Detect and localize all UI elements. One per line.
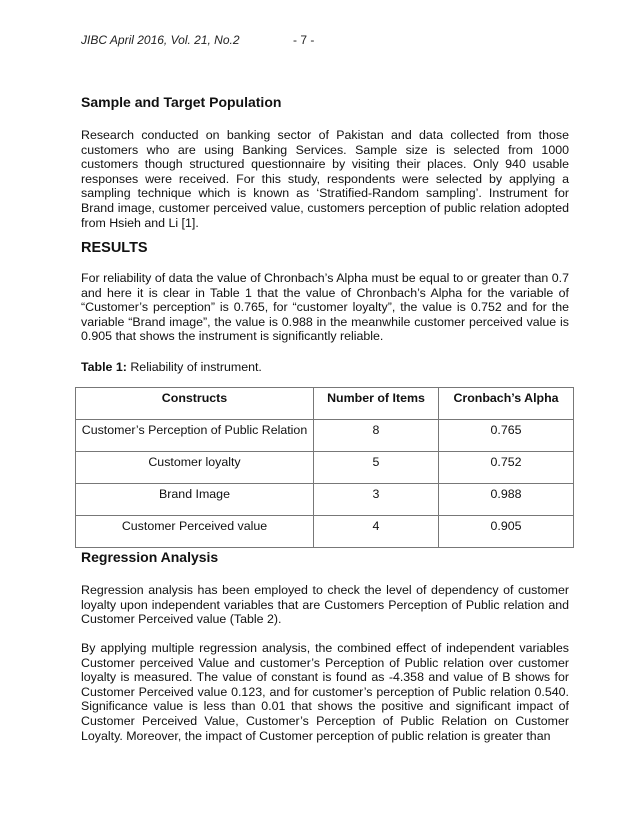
paragraph-regression-1: Regression analysis has been employed to check the level of dependency of customer loyalty upon independent variables that are Customers Perception of Public relation and Customer Perceived value (Table 2). — [81, 583, 569, 627]
table-cell: Customer’s Perception of Public Relation — [76, 420, 314, 452]
table-row — [76, 516, 574, 548]
paragraph-regression-2: By applying multiple regression analysis, the combined effect of independent variables Customer perceived Value and customer’s Perception of Public relation over customer loyalty is measured. The value of constant is found as -4.358 and value of B shows for Customer Perceived value 0.123, and for customer’s perception of Public relation 0.540. Significance value is less than 0.01 that shows the positive and significant impact of Customer Perceived Value, Customer’s Perception of Public Relation on Customer Loyalty. Moreover, the impact of Customer perception of public relation is greater than — [81, 641, 569, 743]
page-number: - 7 - — [293, 33, 315, 47]
table-header-row — [76, 388, 574, 420]
column-header: Number of Items — [314, 388, 439, 420]
table-cell: 3 — [314, 484, 439, 516]
table-cell: 5 — [314, 452, 439, 484]
section-title-sample: Sample and Target Population — [81, 94, 282, 110]
table-cell: Brand Image — [76, 484, 314, 516]
table-row — [76, 420, 574, 452]
table-row — [76, 484, 574, 516]
table-row — [76, 452, 574, 484]
table-cell: 0.752 — [439, 452, 574, 484]
table-cell: Customer loyalty — [76, 452, 314, 484]
reliability-table — [75, 387, 574, 548]
table-cell: 4 — [314, 516, 439, 548]
table-cell: 0.905 — [439, 516, 574, 548]
paragraph-results: For reliability of data the value of Chronbach’s Alpha must be equal to or greater than 0.7 and here it is clear in Table 1 that the value of Chronbach’s Alpha for the variable of “Customer’s perception” is 0.765, for “customer loyalty”, the value is 0.752 and for the variable “Brand image”, the value is 0.988 in the meanwhile customer perceived value is 0.905 that shows the instrument is significantly reliable. — [81, 271, 569, 344]
table-cell: 8 — [314, 420, 439, 452]
table-cell: Customer Perceived value — [76, 516, 314, 548]
table-caption-label: Table 1: — [81, 360, 127, 374]
table-cell: 0.988 — [439, 484, 574, 516]
table-caption-text: Reliability of instrument. — [126, 360, 262, 374]
section-title-regression: Regression Analysis — [81, 549, 219, 565]
table-cell: 0.765 — [439, 420, 574, 452]
table-caption — [81, 360, 569, 374]
section-title-results: RESULTS — [81, 240, 148, 256]
paragraph-sample: Research conducted on banking sector of Pakistan and data collected from those customers who are using Banking Services. Sample size is selected from 1000 customers though structured questionnaire by visiting their places. Only 940 usable responses were received. For this study, respondents were selected by applying a sampling technique which is known as ‘Stratified-Random sampling’. Instrument for Brand image, customer perceived value, customers perception of public relation adopted from Hsieh and Li [1]. — [81, 128, 569, 230]
column-header: Constructs — [76, 388, 314, 420]
journal-header: JIBC April 2016, Vol. 21, No.2 — [81, 33, 240, 47]
column-header: Cronbach’s Alpha — [439, 388, 574, 420]
